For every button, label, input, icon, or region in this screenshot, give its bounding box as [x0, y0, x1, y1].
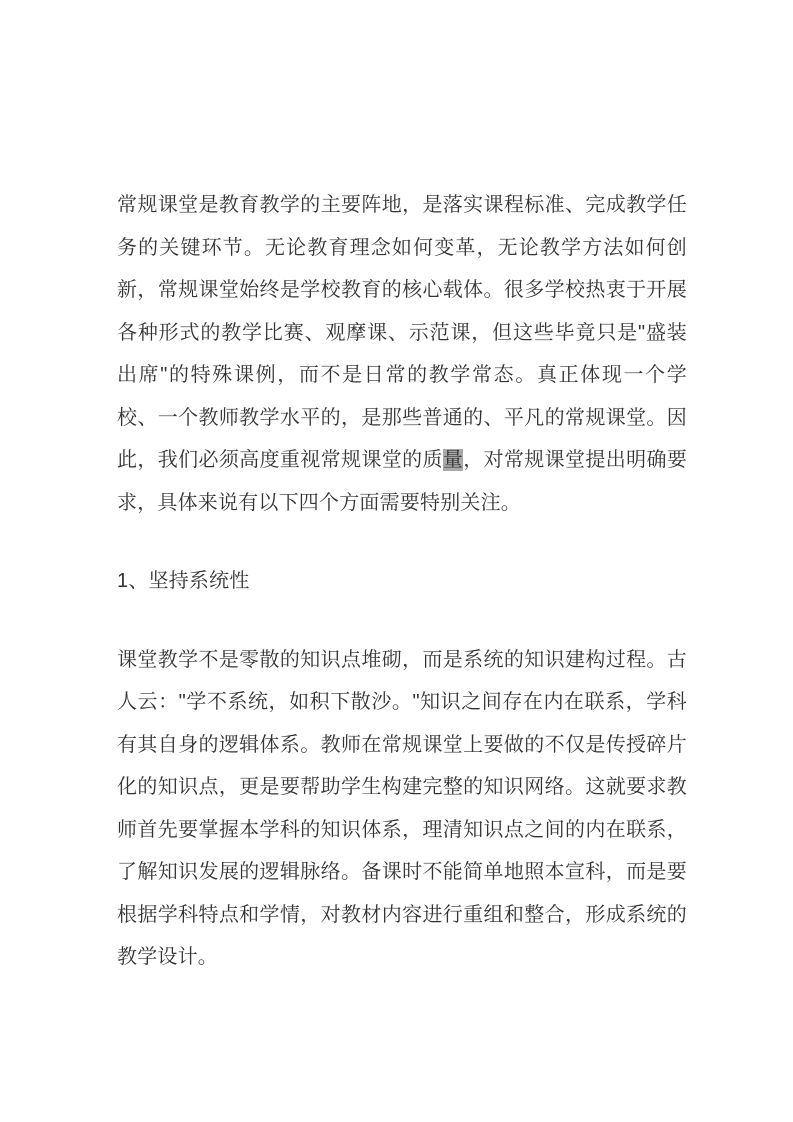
intro-text-before: 常规课堂是教育教学的主要阵地，是落实课程标准、完成教学任务的关键环节。无论教育理念如何变革，无论教学方法如何创新，常规课堂始终是学校教育的核心载体。很多学校热衷于开展各种形式的教学比赛、观摩课、示范课，但这些毕竟只是"盛装出席"的特殊课例，而不是日常的教学常态。真正体现一个学校、一个教师教学水平的，是那些普通的、平凡的常规课堂。因此，我们必须高度重视常规课堂的质: [117, 194, 687, 471]
intro-paragraph: [117, 184, 687, 524]
section-1-body-paragraph: 课堂教学不是零散的知识点堆砌，而是系统的知识建构过程。古人云："学不系统，如积下散沙。"知识之间存在内在联系，学科有其自身的逻辑体系。教师在常规课堂上要做的不仅是传授碎片化的知识点，更是要帮助学生构建完整的知识网络。这就要求教师首先要掌握本学科的知识体系，理清知识点之间的内在联系，了解知识发展的逻辑脉络。备课时不能简单地照本宣科，而是要根据学科特点和学情，对教材内容进行重组和整合，形成系统的教学设计。: [117, 648, 687, 968]
section-1-heading: 1、坚持系统性: [117, 570, 250, 592]
intro-text-after: ，对常规课堂提出明确要求，具体来说有以下四个方面需要特别关注。: [117, 449, 688, 514]
highlighted-character: 量: [442, 449, 464, 471]
